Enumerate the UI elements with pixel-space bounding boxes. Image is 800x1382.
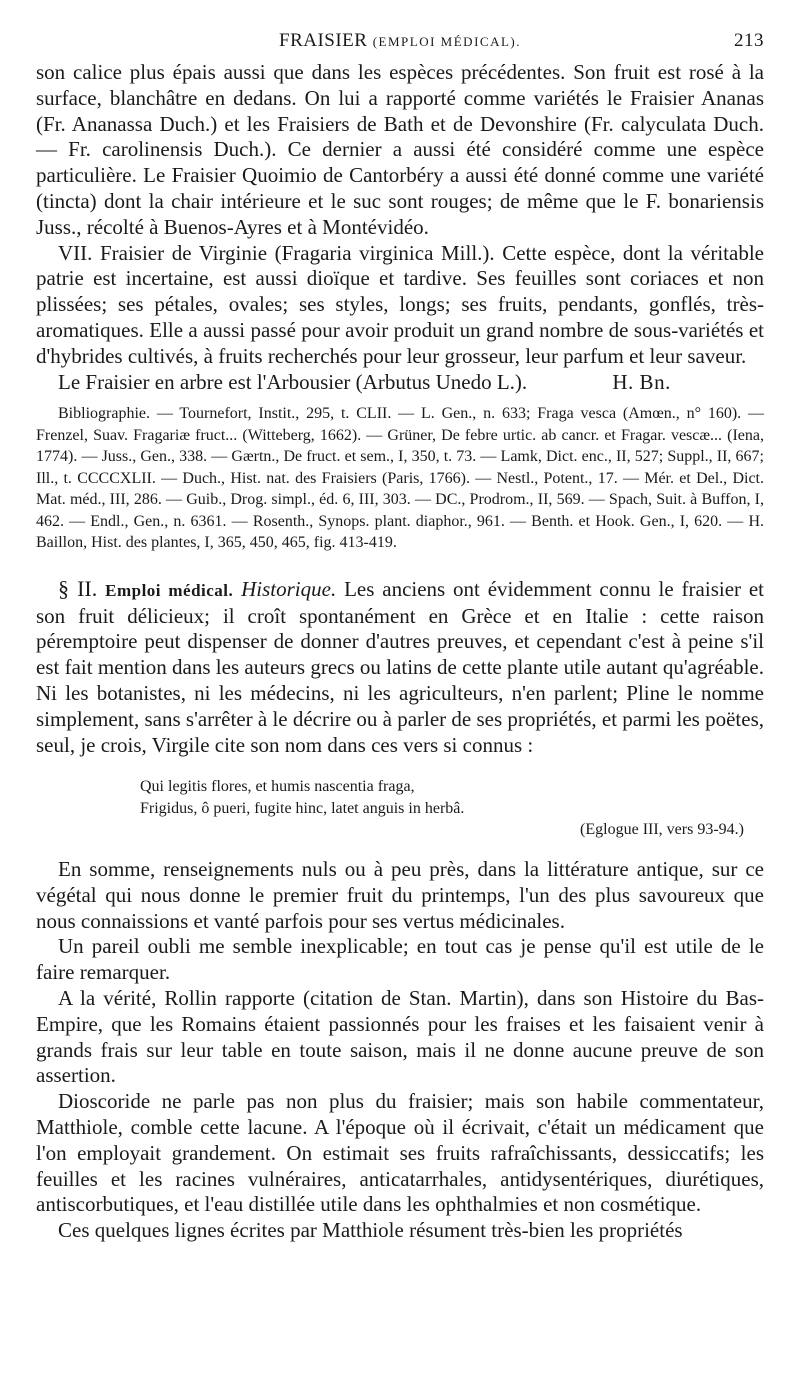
paragraph-matthiole: Ces quelques lignes écrites par Matthiole résument très-bien les propriétés bbox=[58, 1218, 683, 1243]
author-signature: H. Bn. bbox=[612, 369, 671, 394]
section-emploi-medical bbox=[36, 576, 764, 759]
running-head bbox=[36, 26, 764, 60]
paragraph-en-somme: En somme, renseignements nuls ou à peu près, dans la littérature antique, sur ce végétal qui nous donne le premier fruit du printemps, l'un des plus savoureux que nous connaissions et vanté parfois pour ses vertus médicinales. bbox=[36, 856, 764, 933]
paragraph-oubli: Un pareil oubli me semble inexplicable; en tout cas je pense qu'il est utile de le faire remarquer. bbox=[36, 934, 764, 985]
running-title-sub: (EMPLOI MÉDICAL). bbox=[372, 34, 521, 49]
species-paragraph-virginie: VII. Fraisier de Virginie (Fragaria virginica Mill.). Cette espèce, dont la véritable patrie est incertaine, est aussi dioïque et tardive. Ses feuilles sont coriaces et non plissées; ses pétales, ovales; ses styles, longs; ses fruits, pendants, gonflés, très-aromatiques. Elle a aussi passé pour avoir produit un grand nombre de sous-variétés et d'hybrides cultivés, à fruits recherchés pour leur grosseur, leur parfum et leur saveur. bbox=[36, 240, 764, 368]
section-intro: Les anciens ont évidemment connu le fraisier et son fruit délicieux; il croît spontanément en Grèce et en Italie : cette raison péremptoire peut dispenser de donner d'autres preuves, et cependant c'est à peine s'il est fait mention dans les auteurs grecs ou latins de cette plante utile autant qu'agréable. Ni les botanistes, ni les médecins, ni les agriculteurs, n'en parlent; Pline le nomme simplement, sans s'arrêter à le décrire ou à parler de ses propriétés, et parmi les poëtes, seul, je crois, Virgile cite son nom dans ces vers si connus : bbox=[36, 576, 765, 757]
poem-line-1: Qui legitis flores, et humis nascentia fraga, bbox=[140, 778, 415, 796]
page-number: 213 bbox=[734, 30, 764, 51]
arbousier-text: Le Fraisier en arbre est l'Arbousier (Arbutus Unedo L.). bbox=[58, 369, 528, 394]
section-mark: § II. bbox=[58, 575, 98, 601]
bibliography: Bibliographie. — Tournefort, Instit., 295, t. CLII. — L. Gen., n. 633; Fraga vesca (Amœn., n° 160). — Frenzel, Suav. Fragariæ fruct... (Witteberg, 1662). — Grüner, De febre urtic. ab cancr. et Fragar. vescæ... (Iena, 1774). — Juss., Gen., 338. — Gærtn., De fruct. et sem., I, 350, t. 73. — Lamk, Dict. enc., II, 527; Suppl., II, 667; Ill., t. CCCCXLII. — Duch., Hist. nat. des Fraisiers (Paris, 1766). — Nestl., Potent., 17. — Mér. et Del., Dict. Mat. méd., III, 286. — Guib., Drog. simpl., éd. 6, III, 303. — DC., Prodrom., II, 569. — Spach, Suit. à Buffon, I, 462. — Endl., Gen., n. 6361. — Rosenth., Synops. plant. diaphor., 961. — Benth. et Hook. Gen., I, 620. — H. Baillon, Hist. des plantes, I, 365, 450, 465, fig. 413-419. bbox=[36, 405, 764, 552]
section-subtitle: Historique. bbox=[241, 576, 337, 601]
species-paragraph-arbousier bbox=[36, 370, 764, 396]
running-title-main: FRAISIER bbox=[279, 30, 368, 51]
running-title bbox=[36, 30, 764, 52]
species-paragraph-continued: son calice plus épais aussi que dans les espèces précédentes. Son fruit est rosé à la surface, blanchâtre en dedans. On lui a rapporté comme variétés le Fraisier Ananas (Fr. Ananassa Duch.) et les Fraisiers de Bath et de Devonshire (Fr. calyculata Duch. — Fr. carolinensis Duch.). Ce dernier a aussi été considéré comme une espèce particulière. Le Fraisier Quoimio de Cantorbéry a aussi été donné comme une variété (tincta) dont la chair intérieure et le suc sont rouges; de même que le F. bonariensis Juss., récolté à Buenos-Ayres et à Montévidéo. bbox=[36, 60, 764, 239]
virgil-quotation bbox=[140, 776, 764, 841]
paragraph-rollin: A la vérité, Rollin rapporte (citation de Stan. Martin), dans son Histoire du Bas-Empire, que les Romains étaient passionnés pour les fraises et les faisaient venir à grands frais sur leur table en toute saison, mais il ne donne aucune preuve de son assertion. bbox=[36, 985, 764, 1088]
poem-line-2: Frigidus, ô pueri, fugite hinc, latet anguis in herbâ. bbox=[140, 799, 465, 817]
section-label: Emploi médical. bbox=[105, 580, 234, 600]
paragraph-dioscoride: Dioscoride ne parle pas non plus du fraisier; mais son habile commentateur, Matthiole, comble cette lacune. A l'époque où il écrivait, c'était un médicament que l'on employait grandement. On estimait ses fruits rafraîchissants, dessiccatifs; les feuilles et les racines vulnéraires, anticatarrhales, antidysentériques, diurétiques, antiscorbutiques, et l'eau distillée utile dans les ophthalmies et non cosmétique. bbox=[36, 1089, 764, 1217]
poem-source: (Eglogue III, vers 93-94.) bbox=[580, 821, 744, 839]
